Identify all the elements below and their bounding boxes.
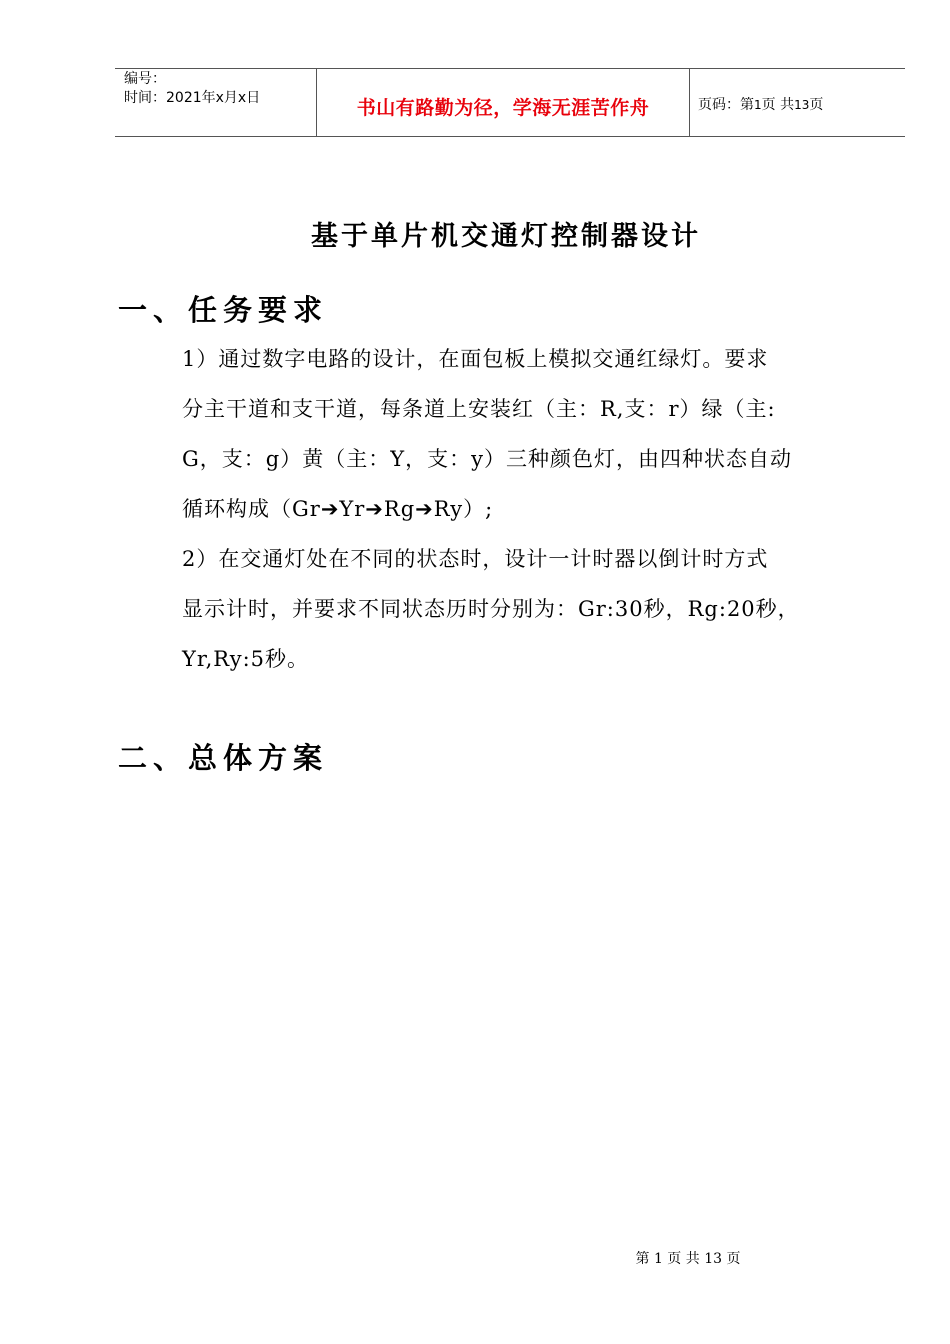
section-heading-requirements: 一、任务要求	[118, 293, 329, 327]
page-prefix: 页码：第	[698, 97, 754, 113]
text-line: 1）通过数字电路的设计，在面包板上模拟交通红绿灯。要求	[182, 347, 769, 371]
header-info	[124, 70, 260, 108]
text-line: 分主干道和支干道，每条道上安装红（主：R,支：r）绿（主:	[182, 397, 776, 421]
page-total: 13	[794, 98, 810, 112]
text-line: 2）在交通灯处在不同的状态时，设计一计时器以倒计时方式	[182, 547, 769, 571]
text-line: 循环构成（Gr➔Yr➔Rg➔Ry）;	[182, 497, 494, 521]
section-heading-overall-plan: 二、总体方案	[118, 741, 329, 775]
serial-label: 编号：	[124, 71, 166, 87]
header-top-border	[115, 68, 905, 69]
page-middle: 页 共	[761, 97, 795, 113]
text-line: G，支：g）黄（主：Y，支：y）三种颜色灯，由四种状态自动	[182, 447, 792, 471]
header-page-number	[698, 94, 823, 114]
text-line: 显示计时，并要求不同状态历时分别为：Gr:30秒，Rg:20秒，	[182, 597, 800, 621]
header-divider-right	[689, 68, 690, 136]
page-footer: 第 1 页 共 13 页	[635, 1251, 741, 1267]
text-line: Yr,Ry:5秒。	[182, 647, 310, 671]
requirement-item-2	[182, 534, 894, 684]
header-motto: 书山有路勤为径，学海无涯苦作舟	[356, 97, 650, 119]
requirement-item-1	[182, 334, 894, 534]
page-suffix: 页	[809, 97, 824, 113]
document-title: 基于单片机交通灯控制器设计	[311, 221, 701, 252]
time-label: 时间：2021年x月x日	[124, 90, 261, 106]
page-current: 1	[754, 98, 762, 112]
header-bottom-border	[115, 136, 905, 137]
